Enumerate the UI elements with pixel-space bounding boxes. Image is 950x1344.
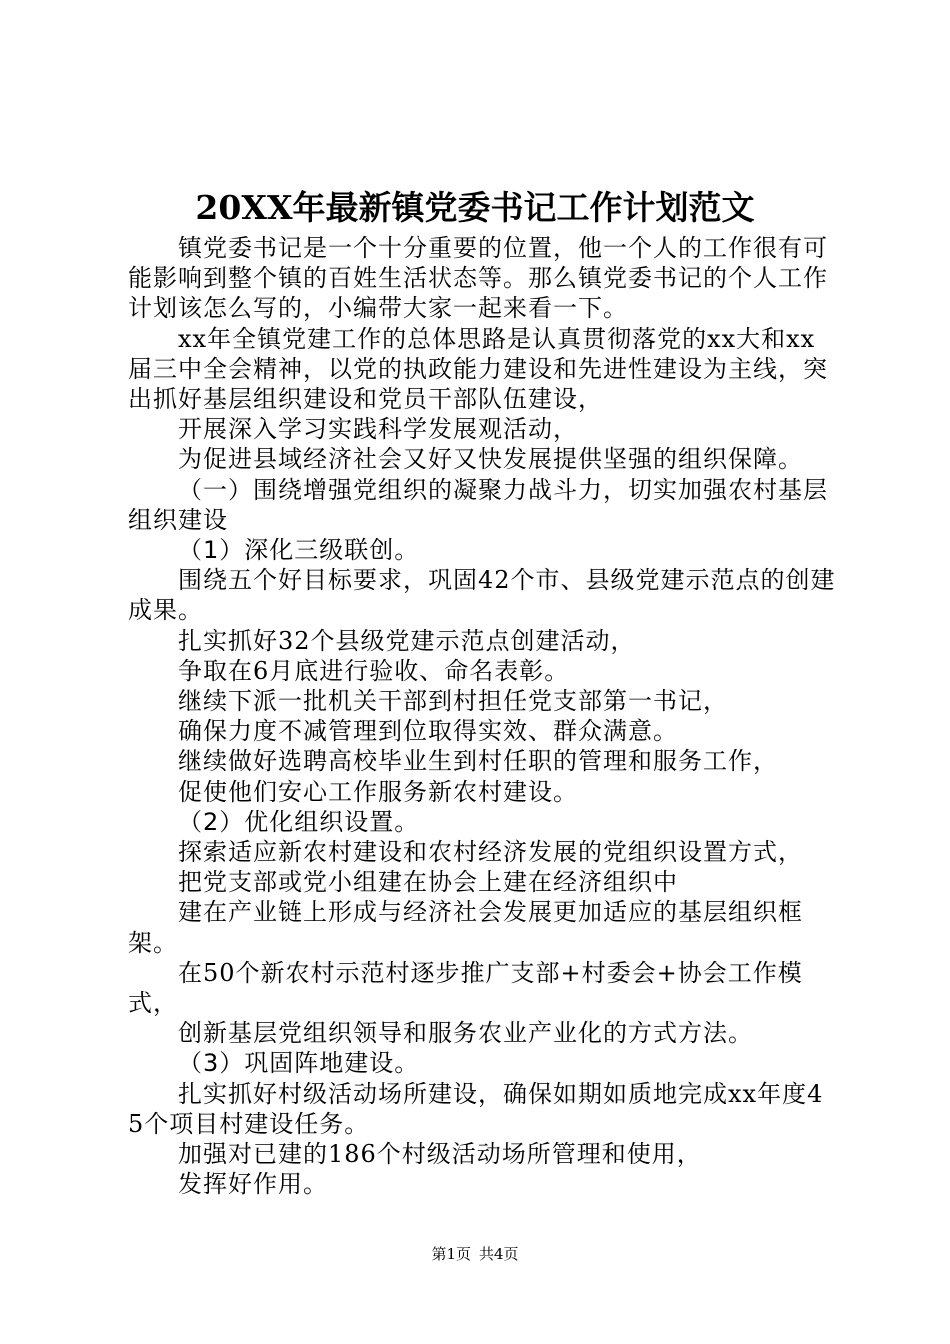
paragraph: 确保力度不减管理到位取得实效、群众满意。 xyxy=(178,717,678,746)
paragraph: 促使他们安心工作服务新农村建设。 xyxy=(178,777,578,806)
paragraph: 加强对已建的186个村级活动场所管理和使用， xyxy=(178,1140,702,1169)
subsection-heading-1: （1）深化三级联创。 xyxy=(178,536,420,565)
paragraph: 发挥好作用。 xyxy=(178,1170,328,1199)
paragraph-intro: 镇党委书记是一个十分重要的位置，他一个人的工作很有可能影响到整个镇的百姓生活状态等。那么镇党委书记的个人工作计划该怎么写的，小编带大家一起来看一下。 xyxy=(128,234,828,323)
paragraph: 扎实抓好32个县级党建示范点创建活动， xyxy=(178,626,636,655)
paragraph: 在50个新农村示范村逐步推广支部+村委会+协会工作模式， xyxy=(128,958,803,1018)
section-heading-1: （一）围绕增强党组织的凝聚力战斗力，切实加强农村基层组织建设 xyxy=(128,475,828,534)
document-title: 20XX年最新镇党委书记工作计划范文 xyxy=(195,188,755,227)
paragraph: 围绕五个好目标要求，巩固42个市、县级党建示范点的创建成果。 xyxy=(128,566,836,625)
paragraph: 把党支部或党小组建在协会上建在经济组织中 xyxy=(178,868,678,897)
paragraph: 争取在6月底进行验收、命名表彰。 xyxy=(178,656,570,685)
subsection-heading-3: （3）巩固阵地建设。 xyxy=(178,1049,420,1078)
subsection-heading-2: （2）优化组织设置。 xyxy=(178,807,420,836)
paragraph: 建在产业链上形成与经济社会发展更加适应的基层组织框架。 xyxy=(128,898,803,957)
paragraph-overall-idea: xx年全镇党建工作的总体思路是认真贯彻落党的xx大和xx届三中全会精神，以党的执政能力建设和先进性建设为主线，突出抓好基层组织建设和党员干部队伍建设， xyxy=(128,324,828,414)
paragraph: 继续做好选聘高校毕业生到村任职的管理和服务工作， xyxy=(178,747,778,776)
paragraph: 继续下派一批机关干部到村担任党支部第一书记， xyxy=(178,687,728,716)
paragraph: 为促进县域经济社会又好又快发展提供坚强的组织保障。 xyxy=(178,445,803,474)
page-number: 第1页 xyxy=(431,1245,471,1263)
document-body xyxy=(128,233,838,1200)
paragraph: 探索适应新农村建设和农村经济发展的党组织设置方式， xyxy=(178,838,803,867)
paragraph: 开展深入学习实践科学发展观活动， xyxy=(178,415,578,444)
paragraph: 扎实抓好村级活动场所建设，确保如期如质地完成xx年度45个项目村建设任务。 xyxy=(128,1079,824,1138)
paragraph: 创新基层党组织领导和服务农业产业化的方式方法。 xyxy=(178,1019,753,1048)
page-total: 共4页 xyxy=(479,1245,519,1263)
page-footer xyxy=(0,1244,950,1264)
